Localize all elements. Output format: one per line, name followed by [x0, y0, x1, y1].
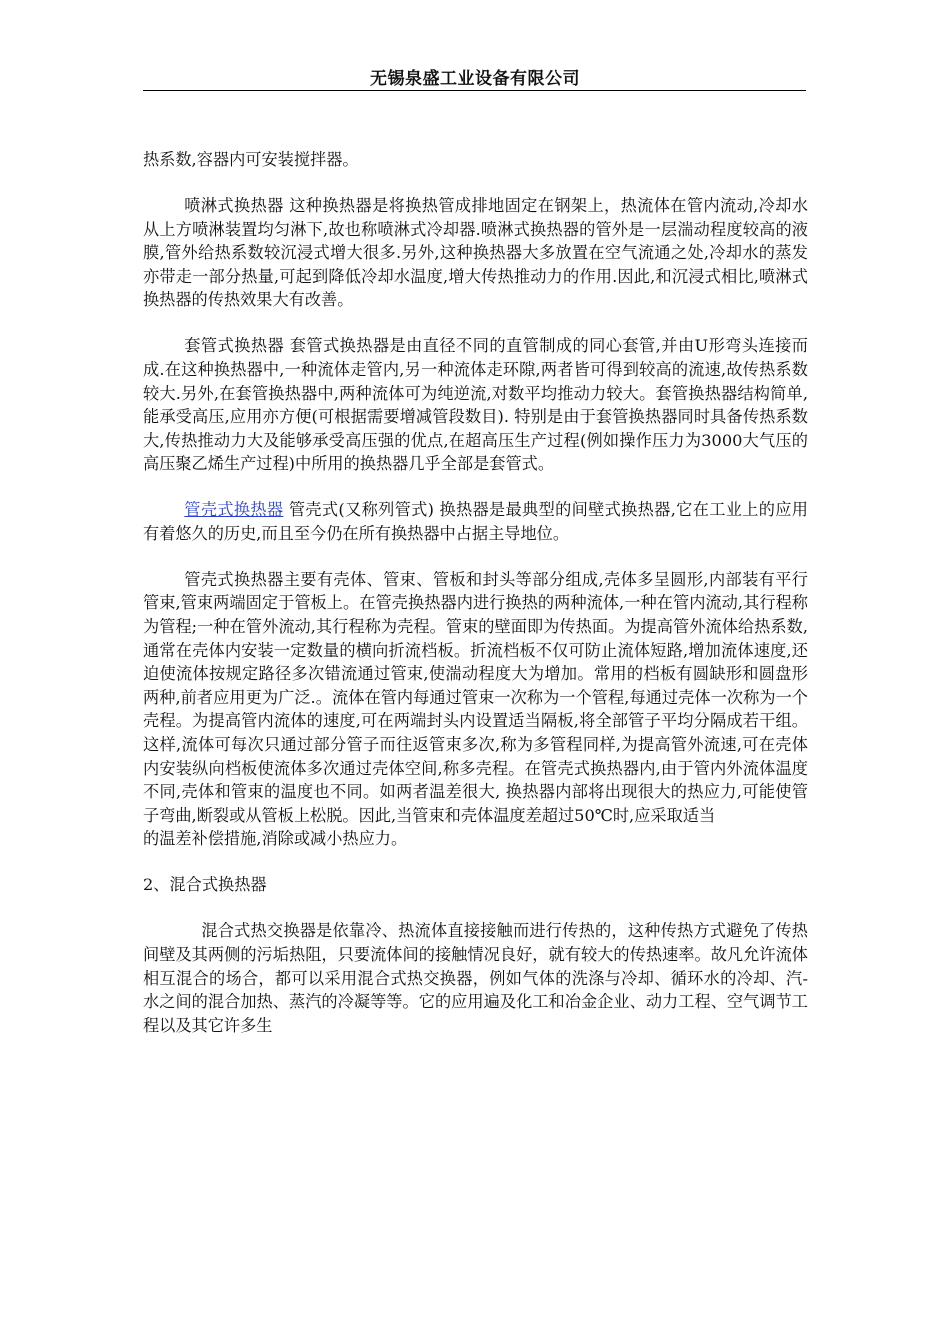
- shell-tube-exchanger-link[interactable]: 管壳式换热器: [184, 500, 284, 520]
- paragraph-double-pipe-exchanger: 套管式换热器 套管式换热器是由直径不同的直管制成的同心套管,并由U形弯头连接而成.在这种换热器中,一种流体走管内,另一种流体走环隙,两者皆可得到较高的流速,故传热系数较大.另外,在套管换热器中,两种流体可为纯逆流,对数平均推动力较大。套管换热器结构简单,能承受高压,应用亦方便(可根据需要增减管段数目). 特别是由于套管换热器同时具备传热系数大,传热推动力大及能够承受高压强的优点,在超高压生产过程(例如操作压力为3000大气压的高压聚乙烯生产过程)中所用的换热器几乎全部是套管式。: [143, 336, 808, 474]
- section-heading-mixing-exchanger: 2、混合式换热器: [143, 875, 267, 895]
- company-header-title: 无锡泉盛工业设备有限公司: [370, 69, 580, 89]
- paragraph-spray-exchanger: 喷淋式换热器 这种换热器是将换热管成排地固定在钢架上，热流体在管内流动,冷却水 从上方喷淋装置均匀淋下,故也称喷淋式冷却器.喷淋式换热器的管外是一层湍动程度较高的液膜,管外给热系数较沉浸式增大很多.另外,这种换热器大多放置在空气流通之处,冷却水的蒸发亦带走一部分热量,可起到降低冷却水温度,增大传热推动力的作用.因此,和沉浸式相比,喷淋式换热器的传热效果大有改善。: [143, 195, 808, 310]
- paragraph-mixing-exchanger: 混合式热交换器是依靠冷、热流体直接接触而进行传热的，这种传热方式避免了传热间壁及其两侧的污垢热阻，只要流体间的接触情况良好，就有较大的传热速率。故凡允许流体相互混合的场合，都可以采用混合式热交换器，例如气体的洗涤与冷却、循环水的冷却、汽-水之间的混合加热、蒸汽的冷凝等等。它的应用遍及化工和冶金企业、动力工程、空气调节工程以及其它许多生: [143, 921, 808, 1035]
- header-divider: [143, 90, 806, 91]
- paragraph-shell-tube-tail: 的温差补偿措施,消除或减小热应力。: [143, 829, 408, 849]
- paragraph-shell-tube-structure: 管壳式换热器主要有壳体、管束、管板和封头等部分组成,壳体多呈圆形,内部装有平行管束,管束两端固定于管板上。在管壳换热器内进行换热的两种流体,一种在管内流动,其行程称为管程;一种在管外流动,其行程称为壳程。管束的壁面即为传热面。为提高管外流体给热系数,通常在壳体内安装一定数量的横向折流档板。折流档板不仅可防止流体短路,增加流体速度,还迫使流体按规定路径多次错流通过管束,使湍动程度大为增加。常用的档板有圆缺形和圆盘形两种,前者应用更为广泛.。流体在管内每通过管束一次称为一个管程,每通过壳体一次称为一个壳程。为提高管内流体的速度,可在两端封头内设置适当隔板,将全部管子平均分隔成若干组。这样,流体可每次只通过部分管子而往返管束多次,称为多管程同样,为提高管外流速,可在壳体内安装纵向档板使流体多次通过壳体空间,称多壳程。在管壳式换热器内,由于管内外流体温度不同,壳体和管束的温度也不同。如两者温差很大, 换热器内部将出现很大的热应力,可能使管子弯曲,断裂或从管板上松脱。因此,当管束和壳体温度差超过50℃时,应采取适当: [143, 569, 808, 825]
- paragraph-shell-tube-intro: [143, 498, 808, 545]
- paragraph-continuation: 热系数,容器内可安装搅拌器。: [143, 150, 359, 169]
- shell-tube-intro-text: 管壳式(又称列管式) 换热器是最典型的间壁式换热器,它在工业上的应用有着悠久的历史,而且至今仍在所有换热器中占据主导地位。: [143, 500, 808, 543]
- document-body: [143, 148, 808, 1060]
